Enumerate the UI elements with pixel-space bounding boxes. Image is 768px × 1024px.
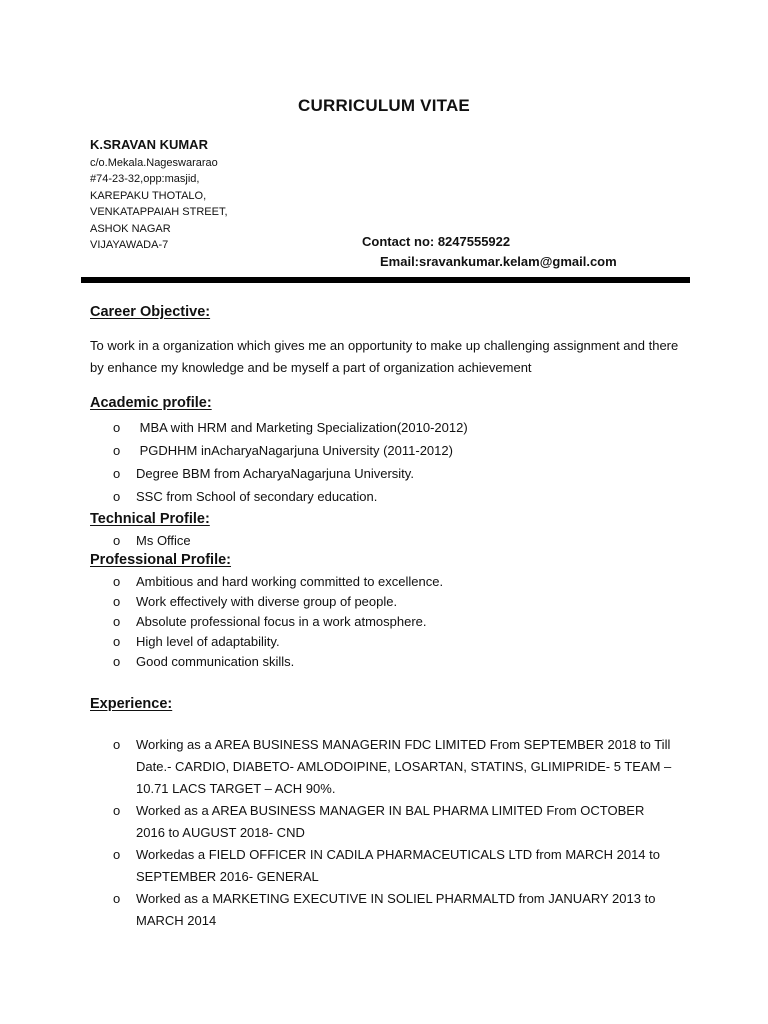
bullet-icon: o <box>113 803 121 818</box>
career-objective-heading: Career Objective: <box>90 304 211 320</box>
bullet-icon: o <box>113 654 121 669</box>
bullet-icon: o <box>113 574 121 589</box>
list-item <box>0 533 676 553</box>
professional-item-text: Absolute professional focus in a work atmosphere. <box>136 614 427 629</box>
bullet-icon: o <box>113 533 121 548</box>
academic-list <box>0 420 676 512</box>
list-item <box>0 420 676 443</box>
list-item <box>0 489 676 512</box>
professional-item-text: Ambitious and hard working committed to excellence. <box>136 574 444 589</box>
list-item <box>0 574 676 594</box>
list-item <box>0 844 676 888</box>
candidate-name: K.SRAVAN KUMAR <box>90 137 208 152</box>
bullet-icon: o <box>113 594 121 609</box>
bullet-icon: o <box>113 737 121 752</box>
document-title: CURRICULUM VITAE <box>298 96 470 115</box>
address-line: VENKATAPPAIAH STREET, <box>90 206 228 219</box>
experience-heading: Experience: <box>90 696 173 712</box>
bullet-icon: o <box>113 634 121 649</box>
professional-list <box>0 574 676 674</box>
career-objective-text: To work in a organization which gives me an opportunity to make up challenging assignment and there by enhance my knowledge and be myself a part of organization achievement <box>90 338 679 375</box>
experience-item-text: Worked as a MARKETING EXECUTIVE IN SOLIEL PHARMALTD from JANUARY 2013 to MARCH 2014 <box>136 891 656 928</box>
list-item <box>0 614 676 634</box>
bullet-icon: o <box>113 420 121 435</box>
address-line: VIJAYAWADA-7 <box>90 239 169 252</box>
academic-item-text: Degree BBM from AcharyaNagarjuna University. <box>136 466 414 481</box>
list-item <box>0 654 676 674</box>
bullet-icon: o <box>113 489 121 504</box>
professional-profile-heading: Professional Profile: <box>90 552 232 568</box>
list-item <box>0 443 676 466</box>
address-line: #74-23-32,opp:masjid, <box>90 173 200 186</box>
technical-profile-heading: Technical Profile: <box>90 511 210 527</box>
academic-item-text: MBA with HRM and Marketing Specialization(2010-2012) <box>136 420 468 435</box>
email-address: Email:sravankumar.kelam@gmail.com <box>380 254 617 269</box>
address-line: KAREPAKU THOTALO, <box>90 189 207 202</box>
bullet-icon: o <box>113 614 121 629</box>
bullet-icon: o <box>113 466 121 481</box>
list-item <box>0 734 676 800</box>
list-item <box>0 466 676 489</box>
bullet-icon: o <box>113 891 121 906</box>
address-line: c/o.Mekala.Nageswararao <box>90 157 218 169</box>
academic-profile-heading: Academic profile: <box>90 395 212 411</box>
academic-item-text: SSC from School of secondary education. <box>136 489 378 504</box>
experience-item-text: Worked as a AREA BUSINESS MANAGER IN BAL PHARMA LIMITED From OCTOBER 2016 to AUGUST 2018- CND <box>136 803 645 840</box>
professional-item-text: Work effectively with diverse group of people. <box>136 594 398 609</box>
list-item <box>0 634 676 654</box>
address-line: ASHOK NAGAR <box>90 222 171 235</box>
experience-item-text: Workedas a FIELD OFFICER IN CADILA PHARMACEUTICALS LTD from MARCH 2014 to SEPTEMBER 2016- GENERAL <box>136 847 660 884</box>
list-item <box>0 800 676 844</box>
contact-number: Contact no: 8247555922 <box>362 234 511 249</box>
experience-item-text: Working as a AREA BUSINESS MANAGERIN FDC LIMITED From SEPTEMBER 2018 to Till Date.- CARDIO, DIABETO- AMLODOIPINE, LOSARTAN, STATINS, GLIMIPRIDE- 5 TEAM – 10.71 LACS TARGET – ACH 90%. <box>136 737 672 796</box>
bullet-icon: o <box>113 443 121 458</box>
list-item <box>0 594 676 614</box>
technical-item-text: Ms Office <box>136 533 191 548</box>
bullet-icon: o <box>113 847 121 862</box>
address-block <box>90 155 228 253</box>
list-item <box>0 888 676 932</box>
header-divider <box>81 277 690 283</box>
professional-item-text: Good communication skills. <box>136 654 295 669</box>
experience-list <box>0 734 676 932</box>
professional-item-text: High level of adaptability. <box>136 634 280 649</box>
technical-list <box>0 533 676 553</box>
academic-item-text: PGDHHM inAcharyaNagarjuna University (2011-2012) <box>136 443 453 458</box>
